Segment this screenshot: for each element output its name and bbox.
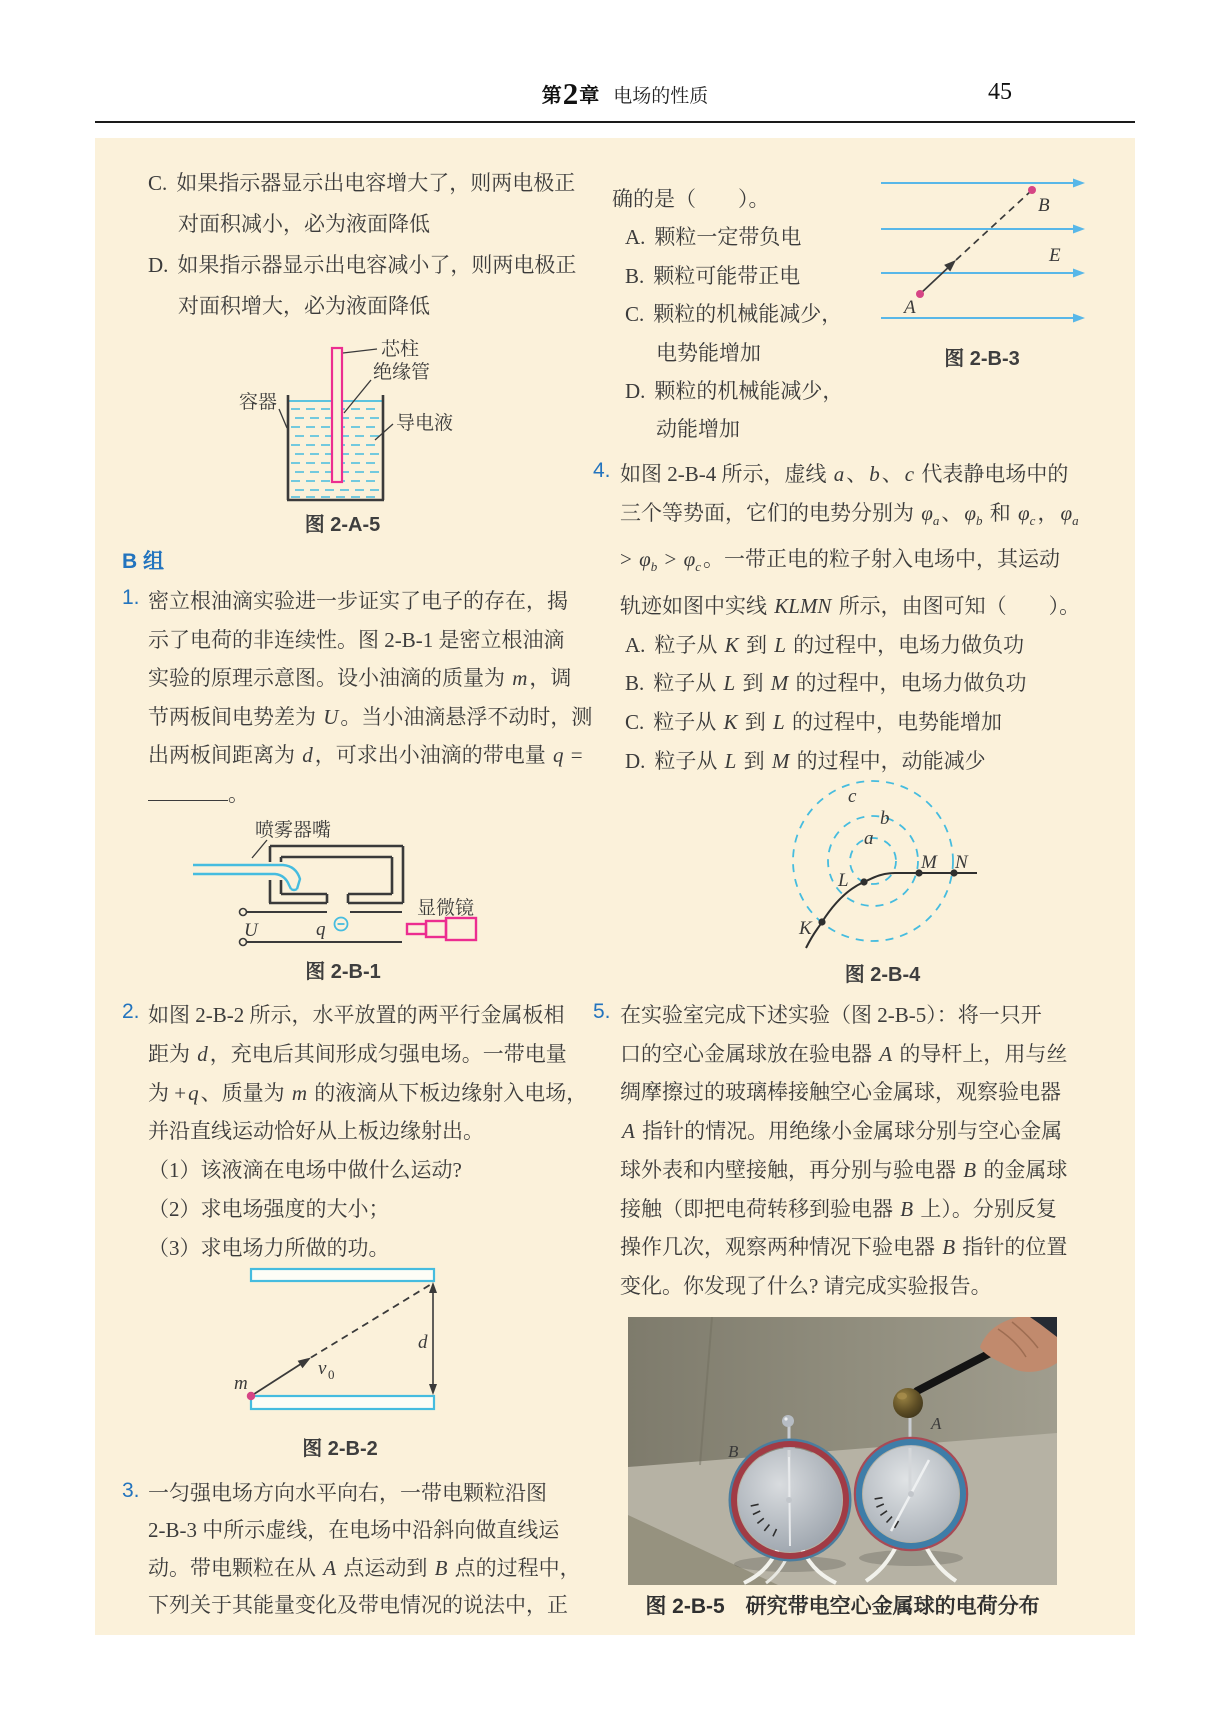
problem-4-number: 4. xyxy=(593,459,611,482)
problem-3-options xyxy=(612,180,843,449)
charge-label: q xyxy=(316,919,326,940)
text-line: 2-B-3 中所示虚线，在电场中沿斜向做直线运 xyxy=(148,1518,560,1543)
microscope-label: 显微镜 xyxy=(417,898,475,919)
point-n-label: N xyxy=(955,852,968,873)
path-solid xyxy=(920,264,952,294)
microscope-icon xyxy=(407,918,476,940)
velocity-subscript: 0 xyxy=(328,1367,335,1382)
text-line: 三个等势面，它们的电势分别为 $\varphi_a$、$\varphi_b$ 和 $\varphi_c$，$\varphi_a$ xyxy=(620,500,1079,528)
point-b-label: B xyxy=(1038,195,1050,216)
group-b-heading: B 组 xyxy=(122,550,164,573)
text-line: 示了电荷的非连续性。图 2-B-1 是密立根油滴 xyxy=(148,627,565,652)
droplet-point xyxy=(247,1392,255,1400)
option-a-line xyxy=(612,218,843,256)
point-a-label: A xyxy=(904,297,916,318)
option-c-cont: 对面积减小，必为液面降低 xyxy=(178,212,430,236)
figure-2-b-2-caption: 图 2-B-2 xyxy=(302,1438,378,1460)
option-d-label: D. xyxy=(625,379,646,404)
hollow-metal-sphere xyxy=(893,1388,923,1418)
option-c-line xyxy=(148,163,576,204)
text-line: A 指针的情况。用绝缘小金属球分别与空心金属 xyxy=(622,1119,1063,1144)
question-stem: 确的是（ ）。 xyxy=(612,187,770,211)
option-d-line xyxy=(148,245,576,286)
option-b-text: 粒子从 L 到 M 的过程中，电场力做负功 xyxy=(653,671,1027,696)
chapter-heading xyxy=(475,76,775,112)
conductive-liquid-label: 导电液 xyxy=(396,413,454,434)
text-line: 出两板间距离为 d，可求出小油滴的带电量 q = xyxy=(148,743,583,768)
path-dashed xyxy=(956,190,1032,260)
option-d-line xyxy=(612,372,843,410)
option-c-text: 颗粒的机械能减少， xyxy=(653,302,843,327)
problem-3-text xyxy=(148,1475,581,1624)
option-c-label: C. xyxy=(625,709,645,734)
text-line-blank: 。 xyxy=(148,775,592,814)
chapter-title: 电场的性质 xyxy=(613,86,709,107)
problem-2-number: 2. xyxy=(122,1000,140,1023)
text-line: 实验的原理示意图。设小油滴的质量为 m，调 xyxy=(148,666,572,691)
trajectory-solid xyxy=(251,1360,307,1396)
photo-label-a: A xyxy=(931,1414,942,1433)
text-line: 球外表和内壁接触，再分别与验电器 B 的金属球 xyxy=(620,1157,1068,1182)
trajectory-dashed xyxy=(311,1283,433,1358)
voltage-label: U xyxy=(244,920,258,941)
chapter-prefix: 第 xyxy=(541,85,562,107)
text-line: 一匀强电场方向水平向右，一带电颗粒沿图 xyxy=(148,1481,547,1505)
figure-2-a-5-liquid-level-sensor xyxy=(215,330,470,508)
chapter-suffix: 章 xyxy=(579,85,600,107)
chamber-walls xyxy=(269,846,403,903)
page-number: 45 xyxy=(988,79,1012,105)
problem-1-number: 1. xyxy=(122,586,140,609)
text-line: 操作几次，观察两种情况下验电器 B 指针的位置 xyxy=(620,1235,1068,1260)
option-c-text: 粒子从 K 到 L 的过程中，电势能增加 xyxy=(653,709,1002,734)
text-line: 绸摩擦过的玻璃棒接触空心金属球，观察验电器 xyxy=(620,1080,1061,1105)
problem-5-text xyxy=(620,996,1067,1306)
text-line: 密立根油滴实验进一步证实了电子的存在，揭 xyxy=(148,589,568,613)
text-line: 轨迹如图中实线 KLMN 所示，由图可知（ ）。 xyxy=(620,594,1081,619)
velocity-arrowhead xyxy=(298,1354,314,1369)
electroscope-photo xyxy=(628,1317,1057,1585)
figure-2-b-1-millikan-apparatus xyxy=(178,818,508,958)
option-c-label: C. xyxy=(148,171,168,195)
text-line: 并沿直线运动恰好从上板边缘射出。 xyxy=(148,1119,484,1144)
velocity-label: v xyxy=(318,1358,327,1379)
figure-2-b-4-equipotentials xyxy=(770,772,995,954)
text-line: 在实验室完成下述实验（图 2-B-5）：将一只开 xyxy=(620,1003,1042,1027)
circle-c-label: c xyxy=(848,786,857,807)
option-d-text: 颗粒的机械能减少， xyxy=(654,379,844,404)
top-plate xyxy=(251,1269,434,1281)
option-b-line xyxy=(620,664,1081,703)
container-label: 容器 xyxy=(239,392,278,413)
text-line: 动。带电颗粒在从 A 点运动到 B 点的过程中， xyxy=(148,1555,581,1580)
option-b-line xyxy=(612,257,843,295)
problem-3-number: 3. xyxy=(122,1479,140,1502)
option-d-label: D. xyxy=(148,253,169,277)
minus-charge-icon xyxy=(335,918,348,931)
text-line: > $\varphi_b > \varphi_c$。一带正电的粒子射入电场中，其运动 xyxy=(620,547,1060,575)
photo-label-b: B xyxy=(728,1442,739,1461)
problem-1-text xyxy=(148,582,592,814)
mass-label: m xyxy=(234,1373,248,1394)
option-d-cont: 对面积增大，必为液面降低 xyxy=(178,294,430,318)
text-line: （2）求电场强度的大小； xyxy=(148,1196,390,1221)
chapter-number: 2 xyxy=(562,76,579,111)
field-arrowheads xyxy=(1073,179,1085,323)
option-a-text: 粒子从 K 到 L 的过程中，电场力做负功 xyxy=(654,632,1025,657)
problem-2-text xyxy=(148,996,587,1268)
figure-2-b-2-parallel-plates xyxy=(230,1262,450,1420)
option-d-text: 如果指示器显示出电容减小了，则两电极正 xyxy=(177,253,577,277)
nozzle-label: 喷雾器嘴 xyxy=(255,820,332,841)
option-b-label: B. xyxy=(625,671,645,696)
text-line: 如图 2-B-4 所示，虚线 a、b、c 代表静电场中的 xyxy=(620,462,1069,486)
figure-2-b-1-caption: 图 2-B-1 xyxy=(305,961,381,983)
text-line: 口的空心金属球放在验电器 A 的导杆上，用与丝 xyxy=(620,1041,1068,1066)
field-e-label: E xyxy=(1049,245,1061,266)
text-line: （1）该液滴在电场中做什么运动? xyxy=(148,1158,462,1183)
text-line: 节两板间电势差为 U。当小油滴悬浮不动时，测 xyxy=(148,704,593,729)
core-column-tube xyxy=(332,348,342,482)
figure-2-b-5-caption: 图 2-B-5 研究带电空心金属球的电荷分布 xyxy=(645,1595,1040,1618)
option-d-label: D. xyxy=(625,748,646,773)
point-m-label: M xyxy=(921,852,937,873)
text-line: 距为 d，充电后其间形成匀强电场。一带电量 xyxy=(148,1041,567,1066)
circle-a-label: a xyxy=(864,828,874,849)
text-line: 下列关于其能量变化及带电情况的说法中，正 xyxy=(148,1592,568,1617)
option-d-cont: 动能增加 xyxy=(656,417,740,442)
option-c-line xyxy=(612,295,843,333)
bottom-plate xyxy=(251,1396,434,1409)
point-l-label: L xyxy=(838,870,849,891)
option-c-cont: 电势能增加 xyxy=(656,340,761,365)
text-line: 接触（即把电荷转移到验电器 B 上）。分别反复 xyxy=(620,1196,1057,1221)
insulating-tube-label: 绝缘管 xyxy=(373,362,431,383)
trajectory-klmn xyxy=(806,873,977,948)
option-a-text: 颗粒一定带负电 xyxy=(654,225,802,250)
option-a-line xyxy=(620,626,1081,665)
option-b-label: B. xyxy=(625,263,645,288)
option-block-cd xyxy=(148,163,576,327)
option-d-text: 粒子从 L 到 M 的过程中，动能减少 xyxy=(654,748,986,773)
point-b-dot xyxy=(1028,186,1036,194)
figure-2-b-4-caption: 图 2-B-4 xyxy=(844,964,921,986)
atomizer-tube xyxy=(193,865,300,890)
point-a-dot xyxy=(916,290,924,298)
option-a-label: A. xyxy=(625,225,646,250)
option-b-text: 颗粒可能带正电 xyxy=(653,263,801,288)
distance-label: d xyxy=(418,1332,428,1353)
option-c-text: 如果指示器显示出电容增大了，则两电极正 xyxy=(176,171,576,195)
option-c-label: C. xyxy=(625,302,645,327)
figure-2-b-3-field-lines xyxy=(868,166,1096,334)
point-k-label: K xyxy=(799,918,812,939)
circle-b-label: b xyxy=(880,808,890,829)
text-line: 如图 2-B-2 所示，水平放置的两平行金属板相 xyxy=(148,1003,565,1027)
figure-2-b-3-caption: 图 2-B-3 xyxy=(944,348,1020,370)
figure-2-a-5-caption: 图 2-A-5 xyxy=(304,514,381,536)
text-line: 为 +q、质量为 m 的液滴从下板边缘射入电场， xyxy=(148,1080,588,1105)
terminal-top xyxy=(240,909,247,916)
header-rule xyxy=(95,121,1135,123)
option-a-label: A. xyxy=(625,632,646,657)
core-column-label: 芯柱 xyxy=(381,339,420,360)
problem-5-number: 5. xyxy=(593,1000,611,1023)
text-line: 变化。你发现了什么? 请完成实验报告。 xyxy=(620,1273,992,1298)
option-c-line xyxy=(620,703,1081,742)
problem-4-text xyxy=(620,455,1081,780)
top-ball xyxy=(782,1415,794,1427)
text-line: （3）求电场力所做的功。 xyxy=(148,1235,390,1260)
